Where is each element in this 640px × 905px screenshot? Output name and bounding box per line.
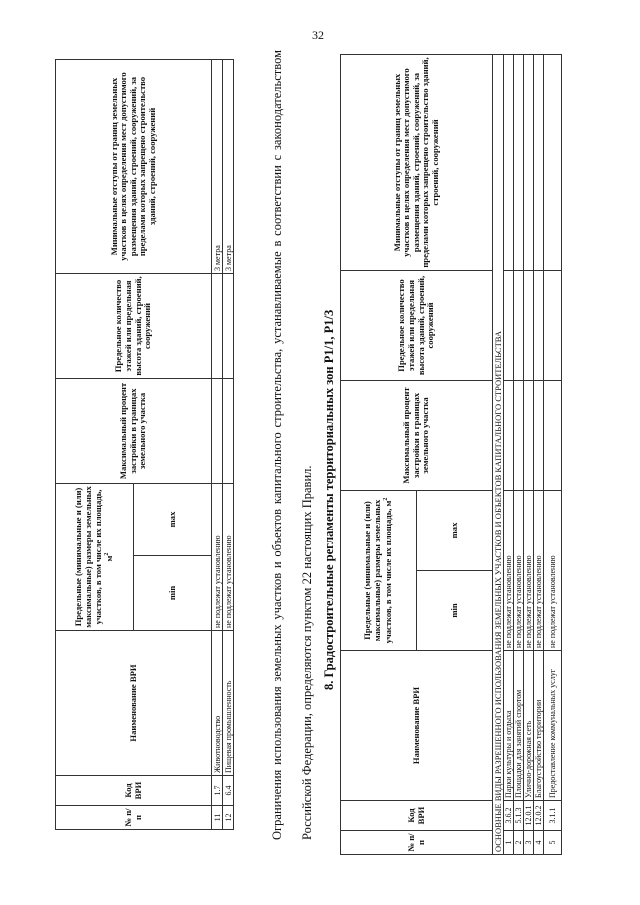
bottom-table: [340, 54, 562, 855]
header-setbacks: Минимальные отступы от границ земельных участков в целях определения мест допустимого размещения зданий, строений, сооружений, за пределами которых запрещено строительство зданий, строений, сооружений: [56, 60, 212, 274]
page-number: 32: [312, 28, 324, 42]
header-setbacks: Минимальные отступы от границ земельных участков в целях определения мест допустимого размещения зданий, строений, сооружений, за пределами которых запрещено строительство зданий, строений, сооружений: [341, 55, 493, 271]
table-row: 11 1.7 Животноводство не подлежат установлению 3 метра: [212, 60, 223, 830]
top-table-block: [55, 60, 245, 830]
restrictions-paragraph: Ограничения использования земельных участков и объектов капитального строительства, устанавливаемые в соответствии с законодательством Российской Федерации, определяются пунктом 22 настоящих Правил.: [270, 50, 314, 840]
table-row: 3 12.0.1 Улично-дорожная сеть не подлежат установлению: [524, 55, 534, 855]
table-row: 4 12.0.2 Благоустройство территории не подлежат установлению: [534, 55, 544, 855]
table-row: 5 3.1.1 Предоставление коммунальных услуг не подлежат установлению: [544, 55, 562, 855]
header-code: Код ВРИ: [341, 801, 493, 831]
header-num: № п/п: [56, 806, 212, 830]
header-num: № п/п: [341, 831, 493, 855]
table-row: 2 5.1.3 Площадки для занятий спортом не подлежат установлению: [514, 55, 524, 855]
header-max: max: [417, 491, 493, 571]
header-percent: Максимальный процент застройки в границах земельного участка: [56, 379, 212, 484]
header-sizes: Предельные (минимальные и (или) максимальные) размеры земельных участков, в том числе их площадь, $м^2$: [341, 491, 417, 651]
header-floors: Предельное количество этажей или предельная высота зданий, строений, сооружений: [56, 274, 212, 379]
header-code: Код ВРИ: [56, 776, 212, 806]
header-name: Наименование ВРИ: [341, 651, 493, 801]
top-table: [55, 59, 234, 830]
header-max: max: [134, 484, 212, 556]
section-row: [493, 55, 504, 855]
section-title: ОСНОВНЫЕ ВИДЫ РАЗРЕШЕННОГО ИСПОЛЬЗОВАНИЯ ЗЕМЕЛЬНЫХ УЧАСТКОВ И ОБЪЕКТОВ КАПИТАЛЬНОГО СТРОИТЕЛЬСТВА: [493, 55, 504, 855]
table-row: 1 3.6.2 Парки культуры и отдыха не подлежат установлению: [504, 55, 514, 855]
table-row: 12 6.4 Пищевая промышленность не подлежат установлению 3 метра: [223, 60, 234, 830]
header-floors: Предельное количество этажей или предельная высота зданий, строений, сооружений: [341, 271, 493, 381]
section-heading: 8. Градостроительные регламенты территориальных зон Р1/1, Р1/3: [322, 309, 336, 690]
header-min: min: [417, 571, 493, 651]
header-percent: Максимальный процент застройки в границах земельного участка: [341, 381, 493, 491]
header-min: min: [134, 556, 212, 631]
header-sizes: Предельные (минимальные и (или) максимальные) размеры земельных участков, в том числе их площадь, $м^2$: [56, 484, 134, 631]
header-name: Наименование ВРИ: [56, 631, 212, 776]
